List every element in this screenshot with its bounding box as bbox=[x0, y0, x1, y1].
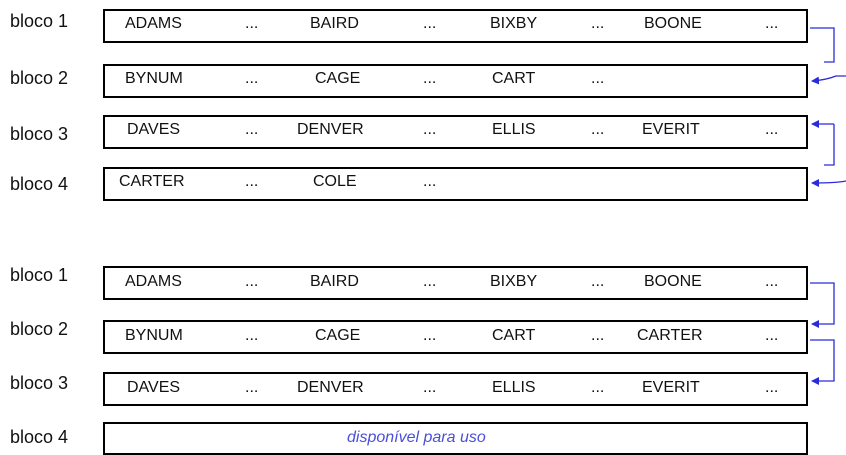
record-key: CAGE bbox=[315, 327, 361, 344]
record-ellipsis: ... bbox=[423, 15, 437, 32]
record-key: BYNUM bbox=[125, 70, 183, 87]
record-key: CAGE bbox=[315, 70, 361, 87]
record-ellipsis: ... bbox=[245, 379, 259, 396]
record-key: ADAMS bbox=[125, 273, 182, 290]
record-ellipsis: ... bbox=[591, 273, 605, 290]
pointer-arrow bbox=[824, 124, 834, 165]
record-key: BAIRD bbox=[310, 273, 359, 290]
record-key: COLE bbox=[313, 173, 357, 190]
record-ellipsis: ... bbox=[765, 327, 779, 344]
record-ellipsis: ... bbox=[765, 379, 779, 396]
pointer-arrow bbox=[810, 28, 834, 62]
block-label: bloco 2 bbox=[10, 319, 69, 339]
record-ellipsis: ... bbox=[423, 121, 437, 138]
record-key: BYNUM bbox=[125, 327, 183, 344]
record-ellipsis: ... bbox=[245, 173, 259, 190]
record-ellipsis: ... bbox=[245, 15, 259, 32]
block-label: bloco 4 bbox=[10, 174, 69, 194]
record-ellipsis: ... bbox=[423, 273, 437, 290]
record-ellipsis: ... bbox=[245, 70, 259, 87]
pointer-arrow bbox=[810, 340, 834, 381]
record-key: ELLIS bbox=[492, 121, 536, 138]
record-key: CART bbox=[492, 327, 536, 344]
record-ellipsis: ... bbox=[591, 70, 605, 87]
record-key: CART bbox=[492, 70, 536, 87]
block-label: bloco 3 bbox=[10, 373, 69, 393]
record-ellipsis: ... bbox=[245, 273, 259, 290]
record-ellipsis: ... bbox=[245, 121, 259, 138]
record-key: CARTER bbox=[637, 327, 703, 344]
record-key: BIXBY bbox=[490, 273, 538, 290]
record-ellipsis: ... bbox=[591, 121, 605, 138]
record-key: BOONE bbox=[644, 273, 702, 290]
block-label: bloco 1 bbox=[10, 11, 69, 31]
block-label: bloco 2 bbox=[10, 68, 69, 88]
record-key: DENVER bbox=[297, 121, 364, 138]
record-ellipsis: ... bbox=[765, 15, 779, 32]
pointer-arrow bbox=[810, 283, 834, 324]
pointer-arrow bbox=[812, 76, 846, 81]
block-label: bloco 3 bbox=[10, 124, 69, 144]
record-key: ADAMS bbox=[125, 15, 182, 32]
record-key: EVERIT bbox=[642, 379, 700, 396]
record-key: CARTER bbox=[119, 173, 185, 190]
record-ellipsis: ... bbox=[591, 379, 605, 396]
pointer-arrow bbox=[812, 181, 846, 183]
record-key: DAVES bbox=[127, 121, 181, 138]
record-key: BOONE bbox=[644, 15, 702, 32]
record-ellipsis: ... bbox=[423, 379, 437, 396]
record-ellipsis: ... bbox=[245, 327, 259, 344]
record-ellipsis: ... bbox=[423, 173, 437, 190]
record-key: DAVES bbox=[127, 379, 181, 396]
block-label: bloco 1 bbox=[10, 265, 69, 285]
available-text: disponível para uso bbox=[347, 429, 486, 446]
record-key: DENVER bbox=[297, 379, 364, 396]
record-ellipsis: ... bbox=[765, 273, 779, 290]
block-label: bloco 4 bbox=[10, 427, 69, 447]
record-ellipsis: ... bbox=[591, 327, 605, 344]
record-ellipsis: ... bbox=[765, 121, 779, 138]
record-ellipsis: ... bbox=[591, 15, 605, 32]
record-key: ELLIS bbox=[492, 379, 536, 396]
record-ellipsis: ... bbox=[423, 327, 437, 344]
record-key: BAIRD bbox=[310, 15, 359, 32]
record-key: EVERIT bbox=[642, 121, 700, 138]
record-ellipsis: ... bbox=[423, 70, 437, 87]
record-key: BIXBY bbox=[490, 15, 538, 32]
